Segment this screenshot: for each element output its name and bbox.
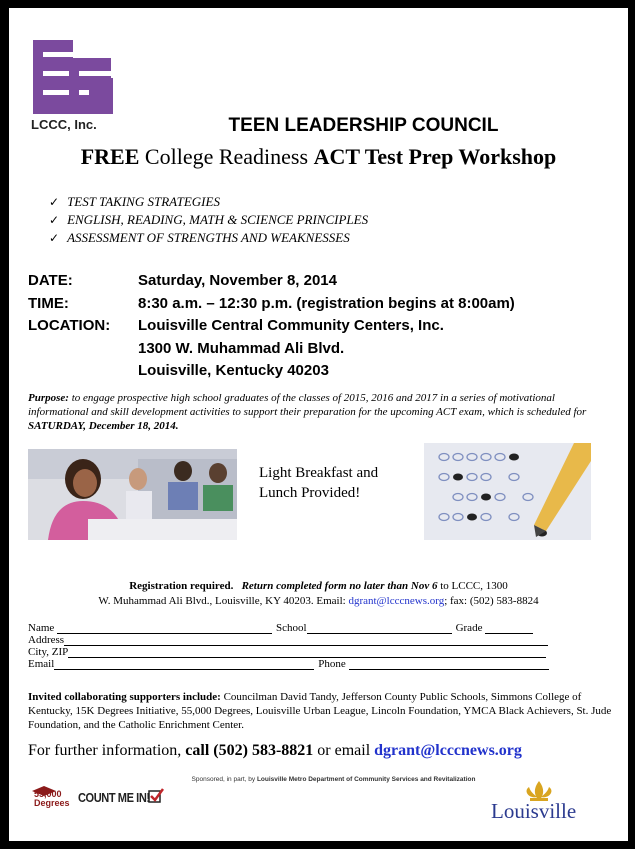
address-field[interactable] <box>64 636 548 646</box>
meal-note <box>259 463 378 503</box>
event-details <box>28 270 515 383</box>
page-subtitle <box>9 144 628 170</box>
purpose-text: to engage prospective high school graduates of the classes of 2015, 2016 and 2017 in a series of motivational informational and skill development activities to support their preparation for the upcoming ACT exam, which is scheduled for <box>28 392 587 418</box>
registration-note <box>9 579 628 609</box>
lccc-logo <box>31 38 113 116</box>
registration-form <box>28 622 588 670</box>
badge-number: 55,000 <box>34 789 62 799</box>
contact-mid: or email <box>313 742 375 759</box>
registration-required: Registration required. <box>129 580 234 592</box>
louisville-word: Louisville <box>491 799 577 823</box>
subtitle-bold: ACT Test Prep Workshop <box>313 144 557 169</box>
contact-line <box>28 742 522 760</box>
grade-label: Grade <box>455 622 483 634</box>
checklist-item: ✓ TEST TAKING STRATEGIES <box>49 193 368 211</box>
location-label: LOCATION: <box>28 317 111 334</box>
location-address: 1300 W. Muhammad Ali Blvd. <box>138 339 345 357</box>
city-field[interactable] <box>68 648 546 658</box>
supporters-text: Councilman David Tandy, Jefferson County Public Schools, Simmons College of Kentucky, 15K Degrees Initiative, 55,000 Degrees, Louisville Urban League, Lincoln Foundation, YMCA Black Achievers, St. Jude Foundation, and the Catholic Enrichment Center. <box>28 691 612 731</box>
sponsor-name: Louisville Metro Department of Community Services and Revitalization <box>256 776 476 783</box>
school-field[interactable] <box>307 624 452 634</box>
meal-line-2: Lunch Provided! <box>259 485 361 501</box>
phone-field[interactable] <box>349 660 549 670</box>
location-value: Louisville Central Community Centers, Inc. <box>138 317 444 334</box>
badge-word: Degrees <box>34 798 70 808</box>
contact-prefix: For further information, <box>28 742 186 759</box>
email-label: Email <box>28 658 55 670</box>
address-label: Address <box>28 634 65 646</box>
checkbox-check-icon <box>148 788 164 804</box>
logo-label: LCCC, Inc. <box>31 117 97 132</box>
email-field[interactable] <box>54 660 314 670</box>
registration-address: W. Muhammad Ali Blvd., Louisville, KY 40203. Email: <box>98 595 349 607</box>
city-label: City, ZIP <box>28 646 69 658</box>
answer-sheet-photo <box>424 443 591 540</box>
contact-email-link[interactable]: dgrant@lcccnews.org <box>374 742 522 759</box>
checklist-item: ✓ ENGLISH, READING, MATH & SCIENCE PRINCIPLES <box>49 211 368 229</box>
phone-label: Phone <box>318 658 346 670</box>
contact-phone: call (502) 583-8821 <box>185 742 314 759</box>
purpose-date: SATURDAY, December 18, 2014. <box>28 420 179 432</box>
meal-line-1: Light Breakfast and <box>259 465 379 481</box>
registration-fax: ; fax: (502) 583-8824 <box>444 595 539 607</box>
checklist-item: ✓ ASSESSMENT OF STRENGTHS AND WEAKNESSES <box>49 229 368 247</box>
purpose-label: Purpose: <box>28 392 69 404</box>
date-value: Saturday, November 8, 2014 <box>138 272 337 289</box>
supporters-paragraph <box>28 690 620 732</box>
return-to: to LCCC, 1300 <box>437 580 508 592</box>
name-field[interactable] <box>57 624 272 634</box>
grade-field[interactable] <box>485 624 533 634</box>
page-title: TEEN LEADERSHIP COUNCIL <box>228 115 499 136</box>
students-photo <box>28 449 237 540</box>
registration-email-link[interactable]: dgrant@lcccnews.org <box>348 595 445 607</box>
checklist <box>49 193 368 247</box>
school-label: School <box>276 622 307 634</box>
location-city: Louisville, Kentucky 40203 <box>138 362 329 379</box>
subtitle-mid: College Readiness <box>139 144 314 169</box>
louisville-logo <box>491 781 591 825</box>
return-deadline: Return completed form no later than Nov 6 <box>241 580 438 592</box>
purpose-paragraph <box>28 391 618 433</box>
name-label: Name <box>28 622 55 634</box>
supporters-label: Invited collaborating supporters include: <box>28 691 221 703</box>
degrees-badge <box>30 785 170 811</box>
date-label: DATE: <box>28 272 73 289</box>
time-label: TIME: <box>28 294 69 312</box>
badge-slogan: COUNT ME IN! <box>78 790 150 805</box>
flyer-page <box>9 8 628 841</box>
subtitle-free: FREE <box>80 144 140 169</box>
sponsor-prefix: Sponsored, in part, by <box>191 776 257 783</box>
time-value: 8:30 a.m. – 12:30 p.m. (registration begins at 8:00am) <box>138 294 515 312</box>
